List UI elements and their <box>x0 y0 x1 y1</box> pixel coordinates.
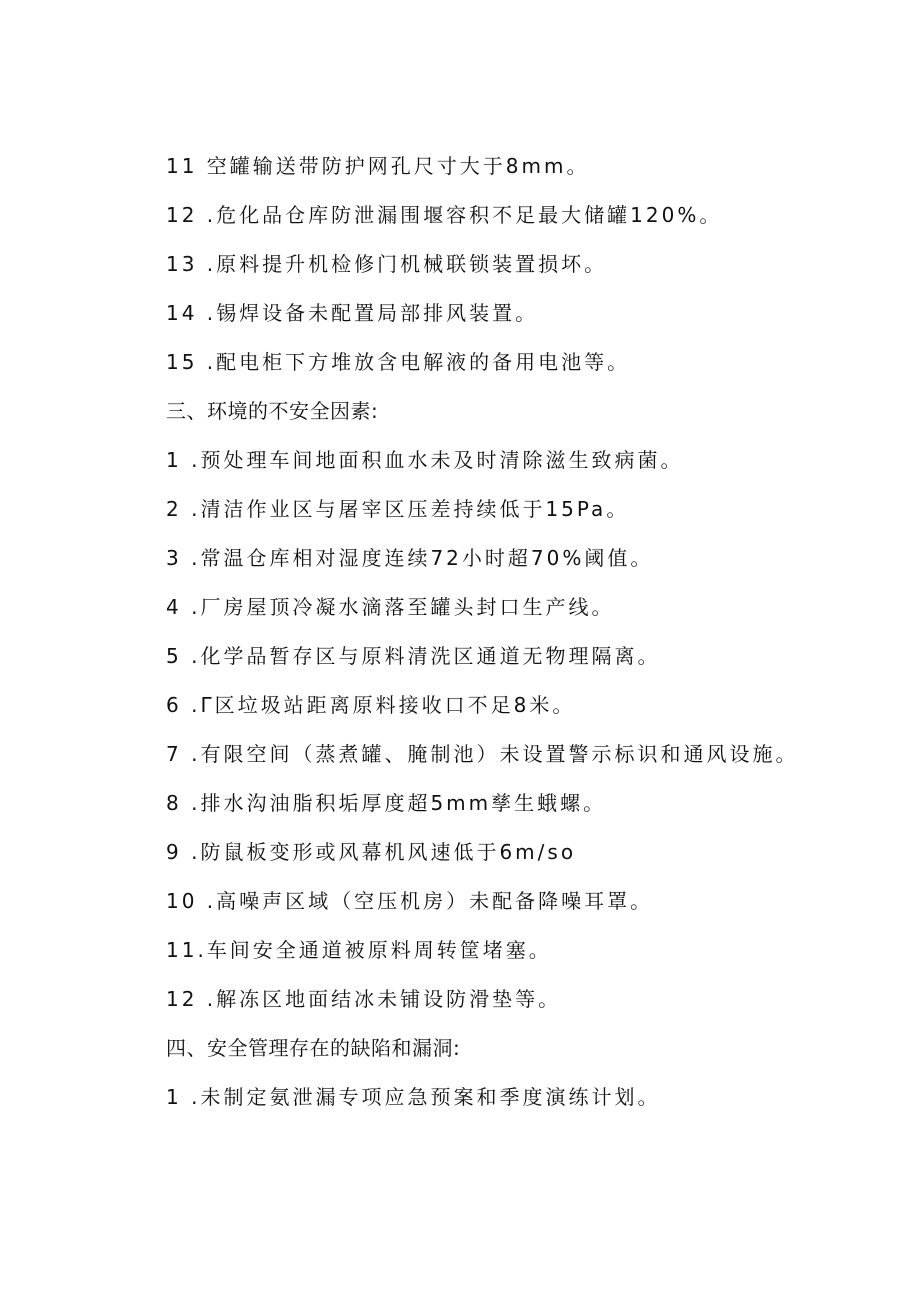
list-item: 1 .预处理车间地面积血水未及时清除滋生致病菌。 <box>166 448 684 472</box>
list-item: 10 .高噪声区域（空压机房）未配备降噪耳罩。 <box>166 889 654 913</box>
list-item: 13 .原料提升机检修门机械联锁装置损坏。 <box>166 252 608 276</box>
list-item: 6 .Γ区垃圾站距离原料接收口不足8米。 <box>166 693 576 717</box>
list-item: 14 .锡焊设备未配置局部排风装置。 <box>166 301 539 325</box>
list-item: 8 .排水沟油脂积垢厚度超5mm孳生蛾螺。 <box>166 791 607 815</box>
section-heading: 三、环境的不安全因素: <box>166 399 379 423</box>
list-item: 11 空罐输送带防护网孔尺寸大于8mm。 <box>166 154 590 178</box>
list-item: 2 .清洁作业区与屠宰区压差持续低于15Pa。 <box>166 497 630 521</box>
list-item: 9 .防鼠板变形或风幕机风速低于6m/so <box>166 840 577 864</box>
list-item: 11.车间安全通道被原料周转筐堵塞。 <box>166 938 552 962</box>
list-item: 5 .化学品暂存区与原料清洗区通道无物理隔离。 <box>166 644 661 668</box>
list-item: 15 .配电柜下方堆放含电解液的备用电池等。 <box>166 350 631 374</box>
list-item: 12 .解冻区地面结冰未铺设防滑垫等。 <box>166 987 562 1011</box>
list-item: 7 .有限空间（蒸煮罐、腌制池）未设置警示标识和通风设施。 <box>166 742 799 766</box>
list-item: 1 .未制定氨泄漏专项应急预案和季度演练计划。 <box>166 1085 661 1109</box>
list-item: 4 .厂房屋顶冷凝水滴落至罐头封口生产线。 <box>166 595 615 619</box>
list-item: 12 .危化品仓库防泄漏围堰容积不足最大储罐120%。 <box>166 203 723 227</box>
section-heading: 四、安全管理存在的缺陷和漏洞: <box>166 1036 461 1060</box>
list-item: 3 .常温仓库相对湿度连续72小时超70%阈值。 <box>166 546 654 570</box>
document-body <box>166 146 856 1126</box>
